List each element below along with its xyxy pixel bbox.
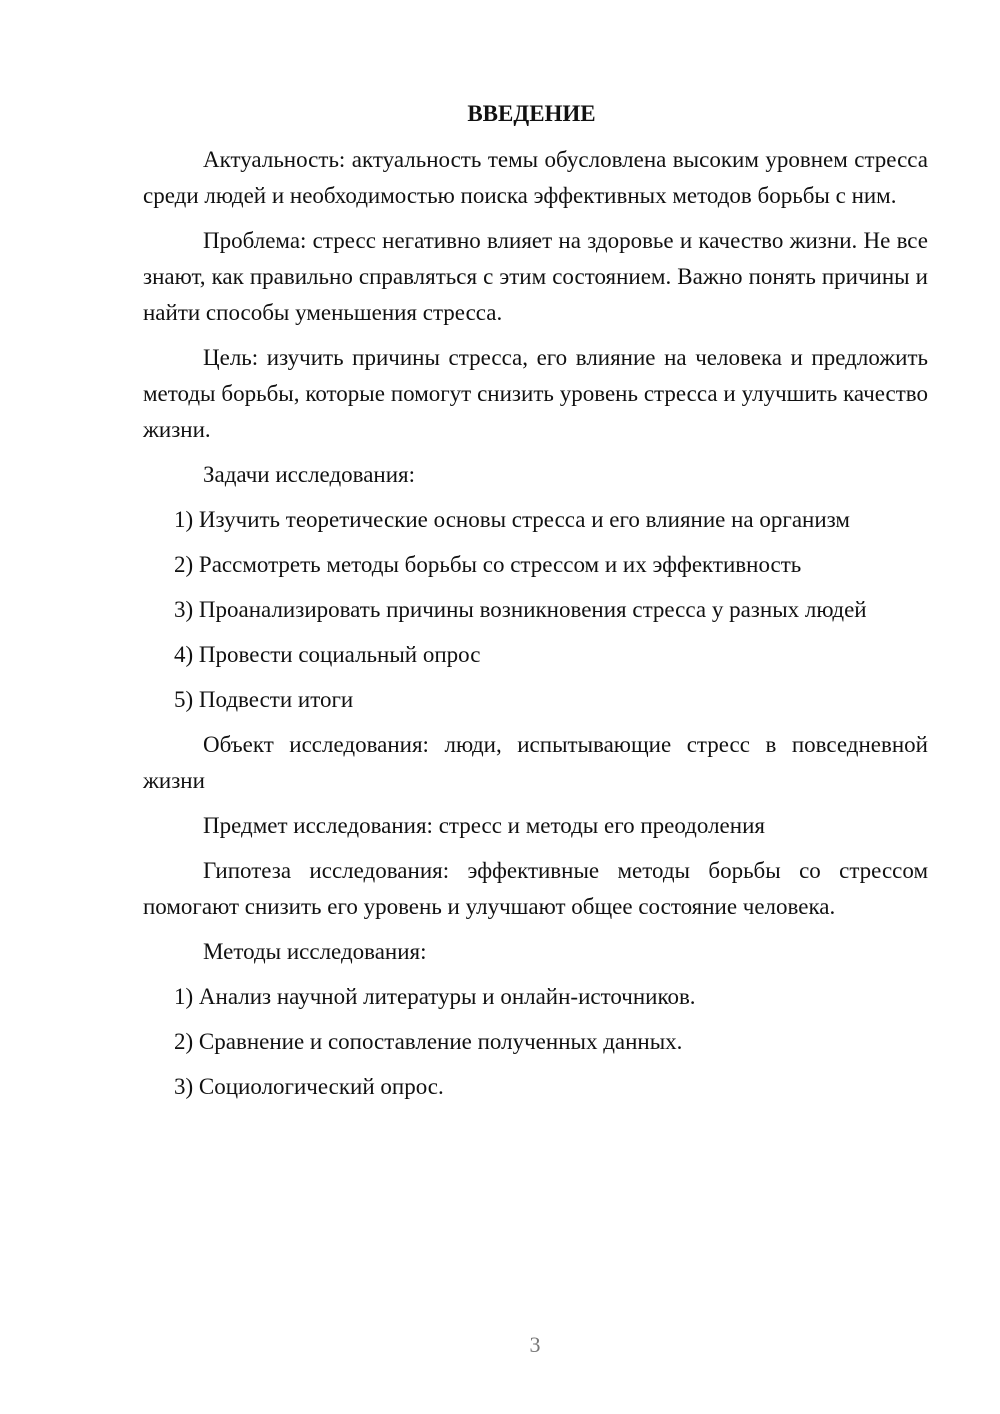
methods-list (143, 979, 928, 1105)
tasks-title: Задачи исследования: (203, 462, 416, 487)
list-item: 5) Подвести итоги (174, 687, 354, 712)
list-item: 4) Провести социальный опрос (174, 642, 481, 667)
list-item: 2) Сравнение и сопоставление полученных данных. (174, 1029, 683, 1054)
paragraph-hypothesis: Гипотеза исследования: эффективные методы борьбы со стрессом помогают снизить его уровень и улучшают общее состояние человека. (143, 858, 928, 919)
tasks-list (143, 502, 928, 718)
section-heading (143, 96, 928, 132)
list-item: 3) Проанализировать причины возникновения стресса у разных людей (174, 597, 867, 622)
list-item: 1) Изучить теоретические основы стресса и его влияние на организм (174, 507, 850, 532)
paragraph-goal: Цель: изучить причины стресса, его влияние на человека и предложить методы борьбы, которые помогут снизить уровень стресса и улучшить качество жизни. (143, 345, 928, 442)
methods-title: Методы исследования: (203, 939, 427, 964)
list-item: 1) Анализ научной литературы и онлайн-источников. (174, 984, 696, 1009)
paragraph-relevance: Актуальность: актуальность темы обусловлена высоким уровнем стресса среди людей и необходимостью поиска эффективных методов борьбы с ним. (143, 147, 928, 208)
page-number: 3 (529, 1332, 541, 1357)
paragraph-problem: Проблема: стресс негативно влияет на здоровье и качество жизни. Не все знают, как правильно справляться с этим состоянием. Важно понять причины и найти способы уменьшения стресса. (143, 228, 928, 325)
section-heading-text: ВВЕДЕНИЕ (467, 101, 596, 126)
paragraph-object: Объект исследования: люди, испытывающие стресс в повседневной жизни (143, 732, 928, 793)
list-item: 3) Социологический опрос. (174, 1074, 444, 1099)
list-item: 2) Рассмотреть методы борьбы со стрессом и их эффективность (174, 552, 802, 577)
document-body (143, 96, 928, 1114)
paragraph-subject: Предмет исследования: стресс и методы его преодоления (203, 813, 765, 838)
